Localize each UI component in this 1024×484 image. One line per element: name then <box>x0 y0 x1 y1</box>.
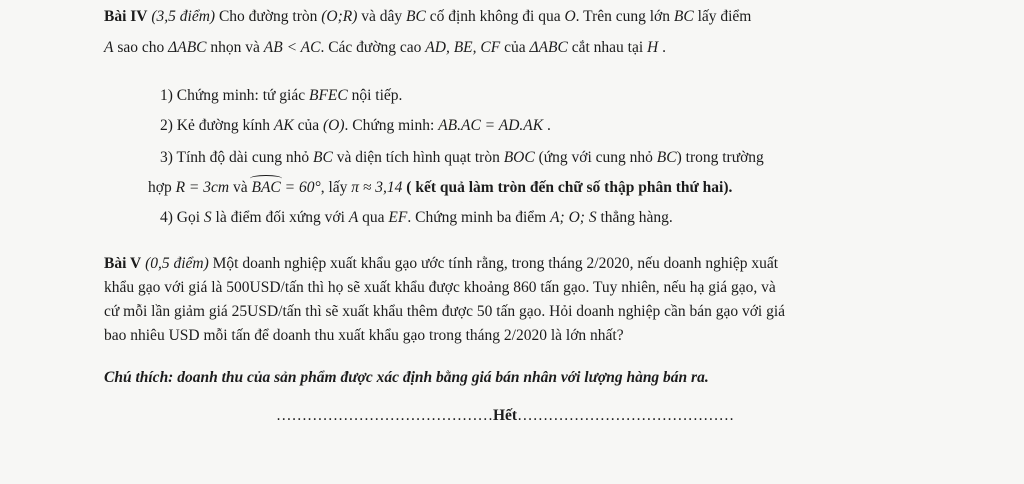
math: BC <box>656 149 677 166</box>
text: . Trên cung lớn <box>575 8 670 25</box>
text: Tính độ dài cung nhỏ <box>176 149 310 166</box>
math: A; O; S <box>550 209 597 226</box>
text: Cho đường tròn <box>218 8 318 25</box>
end-marker <box>276 406 734 426</box>
math: ΔABC <box>529 39 568 56</box>
question-number: 2) <box>160 117 173 134</box>
arc-bac: BAC <box>251 179 281 196</box>
text: hợp <box>148 179 172 196</box>
math: BOC <box>503 149 535 166</box>
footnote: Chú thích: doanh thu của sản phẩm được xác định bằng giá bán nhân với lượng hàng bán ra. <box>104 369 709 386</box>
text: ) trong trường <box>676 149 764 166</box>
text: Gọi <box>176 209 201 226</box>
math: BFEC <box>308 87 348 104</box>
text: Kẻ đường kính <box>176 117 271 134</box>
text: và diện tích hình quạt tròn <box>336 149 500 166</box>
text: cắt nhau tại <box>571 39 644 56</box>
text: bao nhiêu USD mỗi tấn để doanh thu xuất khẩu gạo trong tháng 2/2020 là lớn nhất? <box>104 327 624 344</box>
math: BC <box>406 8 426 25</box>
math: ΔABC <box>168 39 207 56</box>
question-number: 4) <box>160 209 173 226</box>
bai4-question-4 <box>160 208 673 228</box>
text: của <box>504 39 526 56</box>
math: R = 3cm <box>175 179 230 196</box>
text: Chứng minh: tứ giác <box>176 87 306 104</box>
bai5-points: (0,5 điểm) <box>145 255 209 272</box>
math: O <box>564 8 576 25</box>
math: AK <box>273 117 294 134</box>
math: A <box>348 209 359 226</box>
bai4-intro-line2 <box>104 38 666 58</box>
text: lấy điểm <box>697 8 752 25</box>
text: (ứng với cung nhỏ <box>538 149 653 166</box>
dots-left: …………………………………… <box>276 407 493 424</box>
math: π ≈ 3,14 <box>351 179 403 196</box>
text: . <box>546 117 551 134</box>
bai5-title: Bài V <box>104 255 142 272</box>
bai4-question-1 <box>160 86 402 106</box>
math: A <box>104 39 114 56</box>
text: qua <box>362 209 385 226</box>
bai4-question-2 <box>160 116 551 136</box>
bai5-line1 <box>104 254 778 274</box>
text: và <box>232 179 248 196</box>
text: , lấy <box>320 179 348 196</box>
bai4-question-3-line1 <box>160 148 764 168</box>
bai5-line3 <box>104 302 785 322</box>
text: sao cho <box>117 39 165 56</box>
text: cố định không đi qua <box>429 8 561 25</box>
question-number: 1) <box>160 87 173 104</box>
bai5-line2 <box>104 278 776 298</box>
text: và dây <box>361 8 403 25</box>
dots-right: …………………………………… <box>517 407 735 424</box>
math: H <box>647 39 659 56</box>
text: nội tiếp. <box>351 87 403 104</box>
text: nhọn và <box>210 39 260 56</box>
text: thẳng hàng. <box>600 209 673 226</box>
text: . <box>662 39 666 56</box>
text: Một doanh nghiệp xuất khẩu gạo ước tính rằng, trong tháng 2/2020, nếu doanh nghiệp xuất <box>212 255 779 272</box>
text: . Chứng minh ba điểm <box>407 209 547 226</box>
text: của <box>297 117 320 134</box>
rounding-note: ( kết quả làm tròn đến chữ số thập phân thứ hai). <box>406 179 733 196</box>
bai4-intro-line1 <box>104 7 751 27</box>
bai5-line4 <box>104 326 624 346</box>
math: (O) <box>322 117 345 134</box>
text: . Chứng minh: <box>344 117 435 134</box>
bai4-points: (3,5 điểm) <box>151 8 216 25</box>
math: AD, BE, CF <box>425 39 501 56</box>
math: = 60° <box>284 179 321 196</box>
math: S <box>203 209 212 226</box>
bai4-question-3-line2 <box>148 178 732 198</box>
math: BC <box>673 8 694 25</box>
math: EF <box>388 209 408 226</box>
math: AB < AC <box>263 39 321 56</box>
question-number: 3) <box>160 149 173 166</box>
text: . Các đường cao <box>320 39 422 56</box>
text: là điểm đối xứng với <box>215 209 345 226</box>
math: AB.AC = AD.AK <box>438 117 544 134</box>
end-label: Hết <box>493 407 518 424</box>
bai4-title: Bài IV <box>104 8 148 25</box>
text: cứ mỗi lần giảm giá 25USD/tấn thì sẽ xuất khẩu thêm được 50 tấn gạo. Hỏi doanh nghiệp cần bán gạo với giá <box>104 303 786 320</box>
math: BC <box>313 149 333 166</box>
text: khẩu gạo với giá là 500USD/tấn thì họ sẽ xuất khẩu được khoảng 860 tấn gạo. Tuy nhiên, nếu hạ giá gạo, và <box>104 279 776 296</box>
math: (O;R) <box>321 8 358 25</box>
